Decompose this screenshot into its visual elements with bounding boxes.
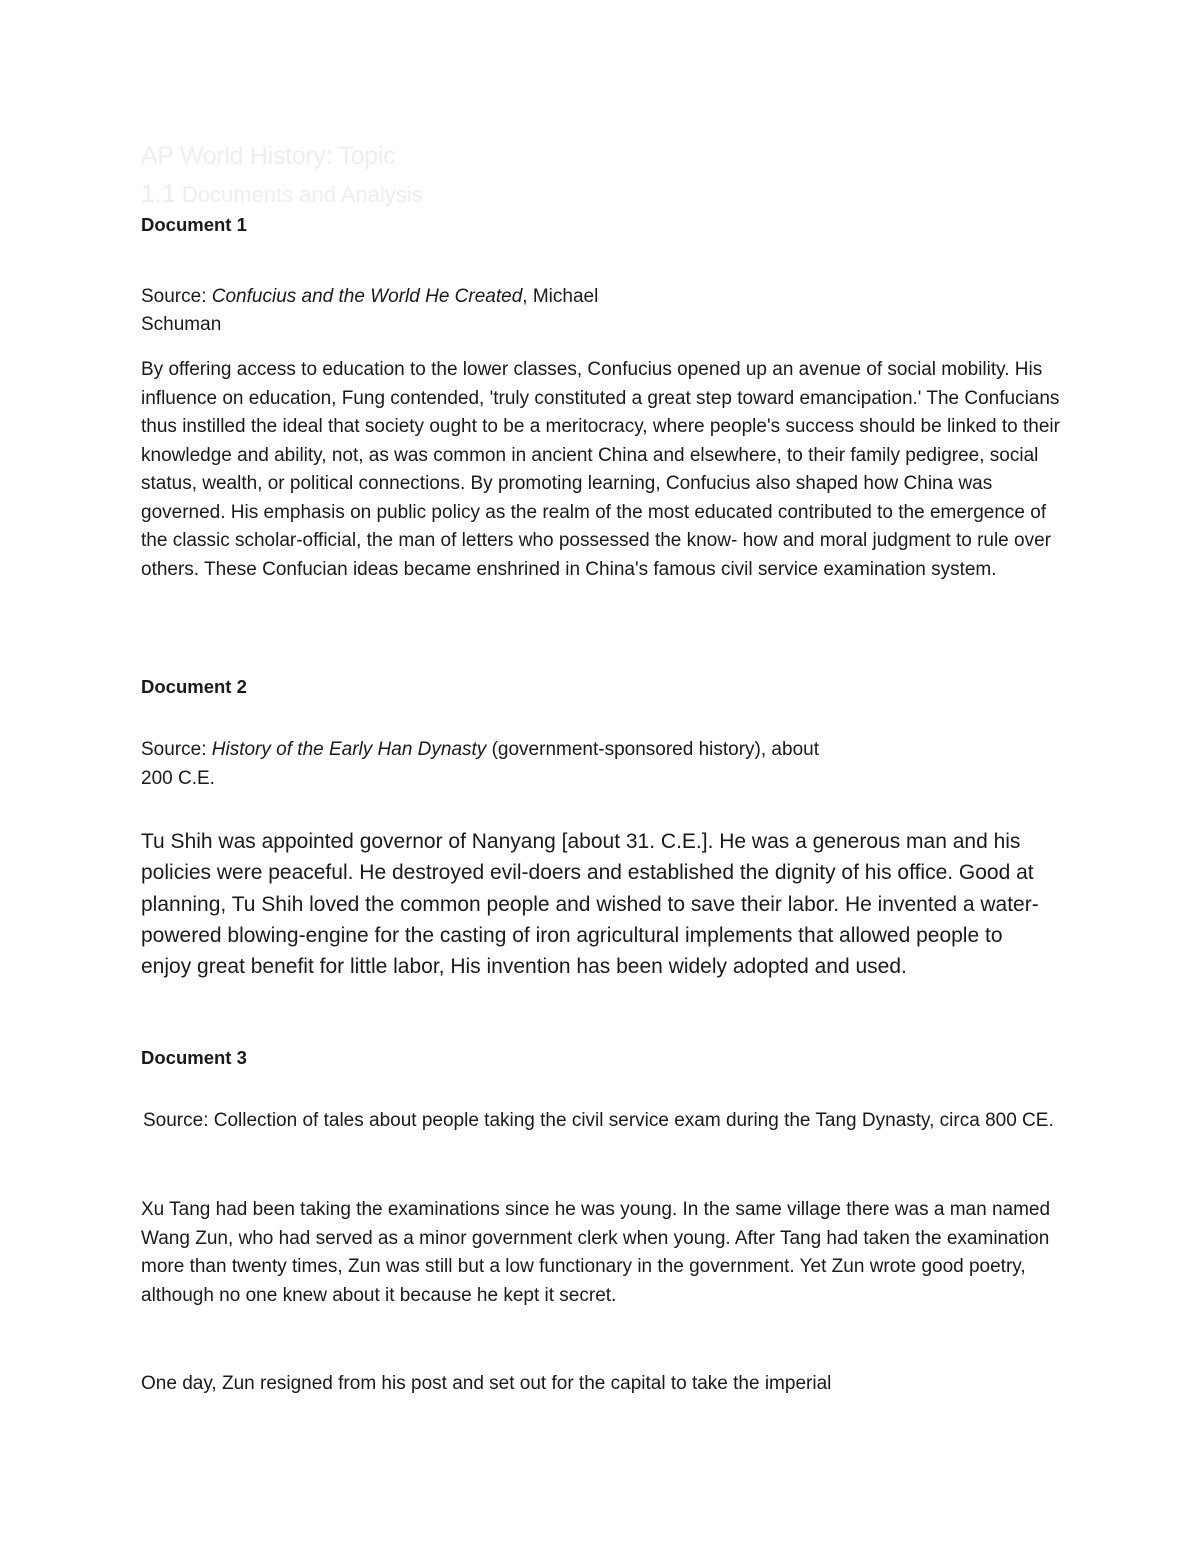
document-1-source-suffix: , Michael	[522, 286, 599, 307]
document-1-source-prefix: Source:	[141, 286, 212, 307]
document-3-paragraph-1: Xu Tang had been taking the examinations since he was young. In the same village there was a man named Wang Zun, who had served as a minor government clerk when young. After Tang had taken the examination more than twenty times, Zun was still but a low functionary in the government. Yet Zun wrote good poetry, although no one knew about it because he kept it secret.	[141, 1199, 1051, 1306]
document-3-heading: Document 3	[141, 1047, 247, 1068]
document-2-source-prefix: Source:	[141, 739, 212, 760]
document-3-paragraph-2: One day, Zun resigned from his post and set out for the capital to take the imperial	[141, 1373, 832, 1394]
document-1-source-title: Confucius and the World He Created	[211, 286, 523, 307]
subtitle-text: Documents and Analysis	[181, 182, 423, 207]
document-2-source-suffix: (government-sponsored history), about	[486, 739, 819, 760]
document-2-source-title: History of the Early Han Dynasty	[211, 739, 487, 760]
page-subtitle	[141, 180, 423, 209]
document-2-heading: Document 2	[141, 676, 247, 697]
document-3-source: Source: Collection of tales about people taking the civil service exam during the Tang Dynasty, circa 800 CE.	[143, 1110, 1054, 1131]
document-2-source-date: 200 C.E.	[141, 768, 215, 789]
subtitle-number: 1.1	[141, 180, 176, 208]
page-title: AP World History: Topic	[141, 142, 396, 170]
document-1-heading: Document 1	[141, 214, 247, 235]
document-2-paragraph: Tu Shih was appointed governor of Nanyang [about 31. C.E.]. He was a generous man and his policies were peaceful. He destroyed evil-doers and established the dignity of his office. Good at planning, Tu Shih loved the common people and wished to save their labor. He invented a water-powered blowing-engine for the casting of iron agricultural implements that allowed people to enjoy great benefit for little labor, His invention has been widely adopted and used.	[141, 830, 1039, 979]
document-1-source-author: Schuman	[141, 314, 222, 335]
document-1-source	[141, 283, 598, 312]
document-2-source	[141, 736, 819, 765]
document-1-paragraph: By offering access to education to the lower classes, Confucius opened up an avenue of social mobility. His influence on education, Fung contended, 'truly constituted a great step toward emancipation.' The Confucians thus instilled the ideal that society ought to be a meritocracy, where people's success should be linked to their knowledge and ability, not, as was common in ancient China and elsewhere, to their family pedigree, social status, wealth, or political connections. By promoting learning, Confucius also shaped how China was governed. His emphasis on public policy as the realm of the most educated contributed to the emergence of the classic scholar-official, the man of letters who possessed the know- how and moral judgment to rule over others. These Confucian ideas became enshrined in China's famous civil service examination system.	[141, 359, 1060, 580]
